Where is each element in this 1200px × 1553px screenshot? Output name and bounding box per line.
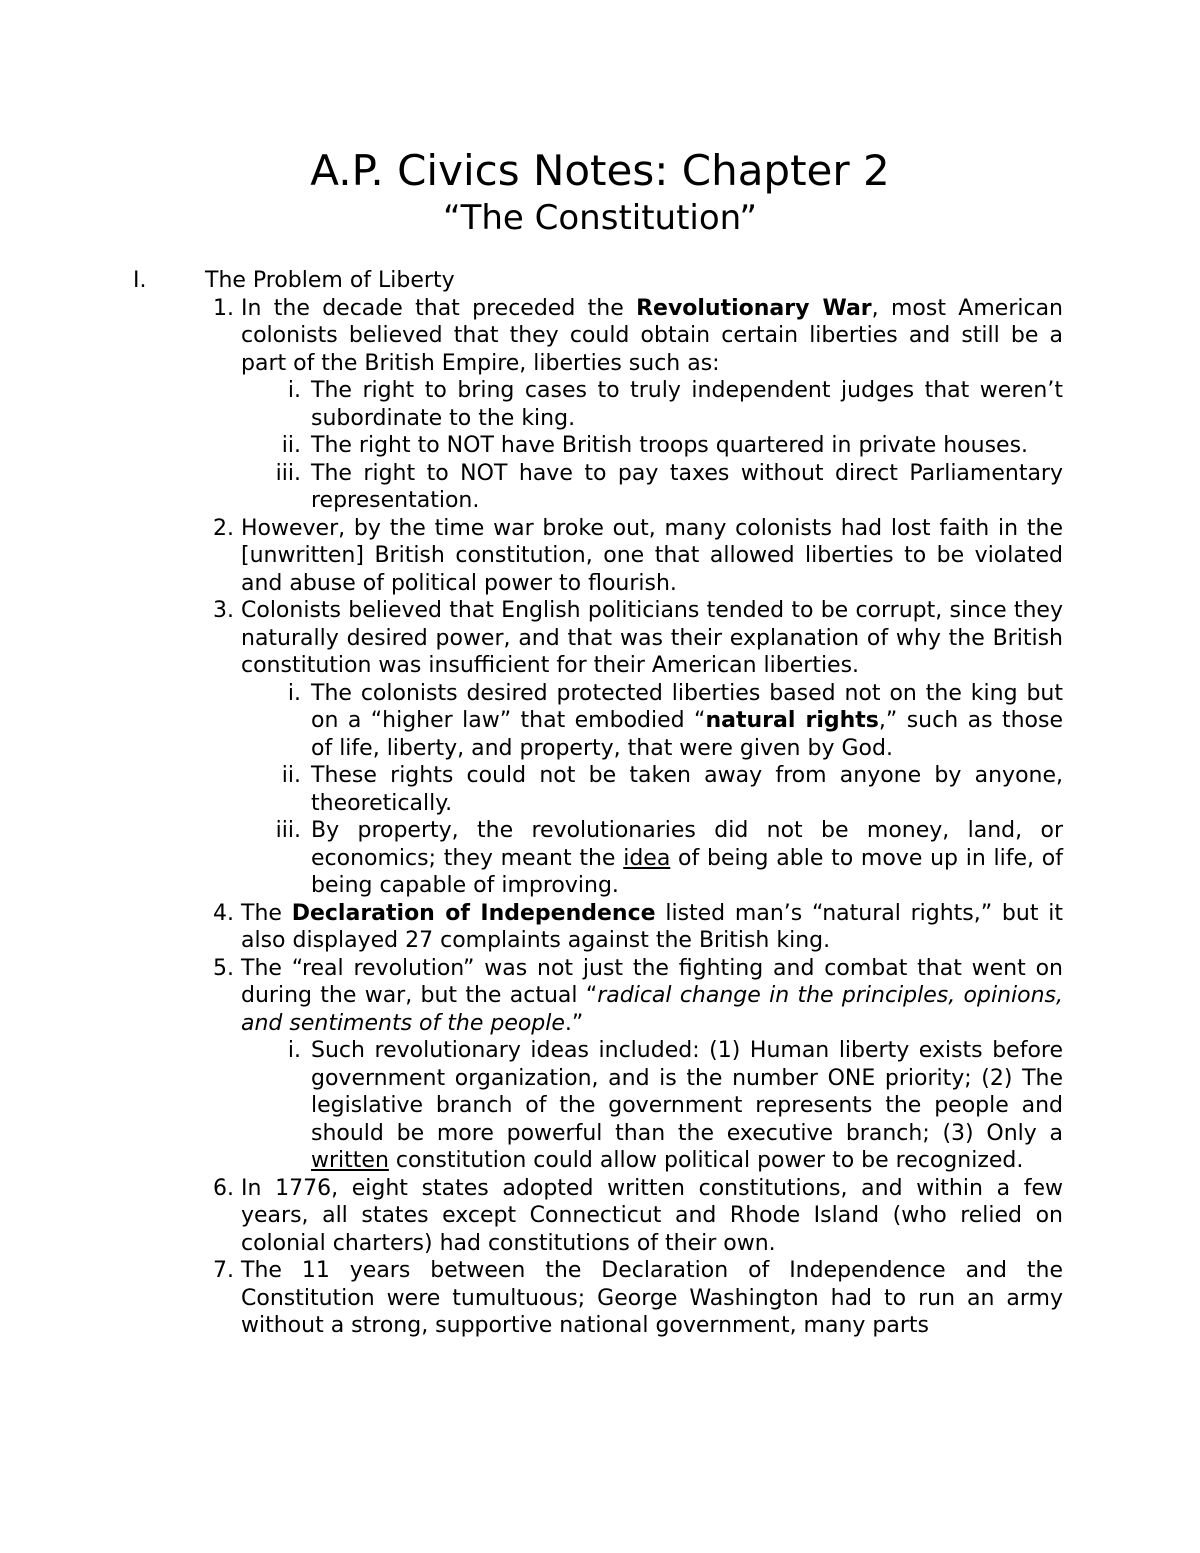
list-item xyxy=(133,1257,1063,1340)
item-text: The Declaration of Independence listed man’s “natural rights,” but it also displayed 27 complaints against the British king. xyxy=(241,900,1063,953)
section-number: I. xyxy=(133,268,147,293)
list-item xyxy=(133,955,1063,1175)
sub-item-number: ii. xyxy=(281,763,301,788)
sub-list xyxy=(241,1037,1063,1175)
item-text: However, by the time war broke out, many colonists had lost faith in the [unwritten] British constitution, one that allowed liberties to be violated and abuse of political power to flourish. xyxy=(241,515,1063,596)
bold-term: natural rights xyxy=(705,708,879,733)
sub-item-text: These rights could not be taken away from anyone by anyone, theoretically. xyxy=(311,763,1063,816)
sub-item-number: i. xyxy=(287,680,301,706)
page-subtitle: “The Constitution” xyxy=(442,198,757,238)
sub-item-text: The colonists desired protected liberties based not on the king but on a “higher law” that embodied “natural rights,” such as those of life, liberty, and property, that were given by God. xyxy=(311,680,1063,761)
section-heading: The Problem of Liberty xyxy=(205,268,455,293)
sub-item-number: iii. xyxy=(275,460,301,486)
sub-list-item xyxy=(241,460,1063,515)
list-item xyxy=(133,295,1063,515)
item-number: 7. xyxy=(213,1258,234,1283)
item-text: The “real revolution” was not just the fighting and combat that went on during the war, but the actual “radical change in the principles, opinions, and sentiments of the people.” xyxy=(241,955,1063,1036)
sub-item-number: i. xyxy=(287,378,301,403)
italic-quote: radical change in the principles, opinions, and sentiments of the people xyxy=(241,983,1063,1036)
sub-list-item xyxy=(241,1037,1063,1175)
item-text: In 1776, eight states adopted written constitutions, and within a few years, all states except Connecticut and Rhode Island (who relied on colonial charters) had constitutions of their own. xyxy=(241,1175,1063,1256)
item-number: 4. xyxy=(213,900,234,926)
item-text: Colonists believed that English politicians tended to be corrupt, since they naturally desired power, and that was their explanation of why the British constitution was insufficient for their American liberties. xyxy=(241,598,1063,678)
sub-item-text: Such revolutionary ideas included: (1) Human liberty exists before government organization, and is the number ONE priority; (2) The legislative branch of the government represents the people and should be more powerful than the executive branch; (3) Only a written constitution could allow political power to be recognized. xyxy=(311,1038,1063,1173)
underlined-term: idea xyxy=(623,845,671,871)
sub-list-item xyxy=(241,377,1063,432)
item-number: 1. xyxy=(213,295,234,321)
sub-item-number: i. xyxy=(287,1038,301,1063)
sub-item-text: The right to NOT have to pay taxes without direct Parliamentary representation. xyxy=(311,460,1063,513)
list-item xyxy=(133,515,1063,598)
sub-list-item xyxy=(241,432,1063,460)
sub-item-text: The right to NOT have British troops quartered in private houses. xyxy=(311,433,1029,458)
sub-list xyxy=(241,680,1063,900)
list-item xyxy=(133,900,1063,955)
bold-term: Revolutionary War xyxy=(636,295,872,321)
list-item xyxy=(133,597,1063,900)
item-number: 5. xyxy=(213,955,234,981)
item-number: 3. xyxy=(213,598,234,623)
sub-list-item xyxy=(241,680,1063,763)
sub-list-item xyxy=(241,762,1063,817)
outline-list xyxy=(133,295,1063,1340)
list-item xyxy=(133,1175,1063,1258)
item-text: The 11 years between the Declaration of Independence and the Constitution were tumultuous; George Washington had to run an army without a strong, supportive national government, many parts xyxy=(241,1258,1063,1338)
sub-item-text: The right to bring cases to truly independent judges that weren’t subordinate to the king. xyxy=(311,378,1063,431)
item-text: In the decade that preceded the Revolutionary War, most American colonists believed that they could obtain certain liberties and still be a part of the British Empire, liberties such as: xyxy=(241,295,1063,376)
sub-list xyxy=(241,377,1063,515)
sub-item-text: By property, the revolutionaries did not be money, land, or economics; they meant the idea of being able to move up in life, of being capable of improving. xyxy=(311,818,1063,898)
page-title: A.P. Civics Notes: Chapter 2 xyxy=(310,146,890,195)
bold-term: Declaration of Independence xyxy=(291,900,656,926)
item-number: 6. xyxy=(213,1175,234,1201)
underlined-term: written xyxy=(311,1148,389,1173)
sub-item-number: ii. xyxy=(281,433,301,458)
item-number: 2. xyxy=(213,515,234,541)
sub-item-number: iii. xyxy=(275,818,301,843)
sub-list-item xyxy=(241,817,1063,900)
